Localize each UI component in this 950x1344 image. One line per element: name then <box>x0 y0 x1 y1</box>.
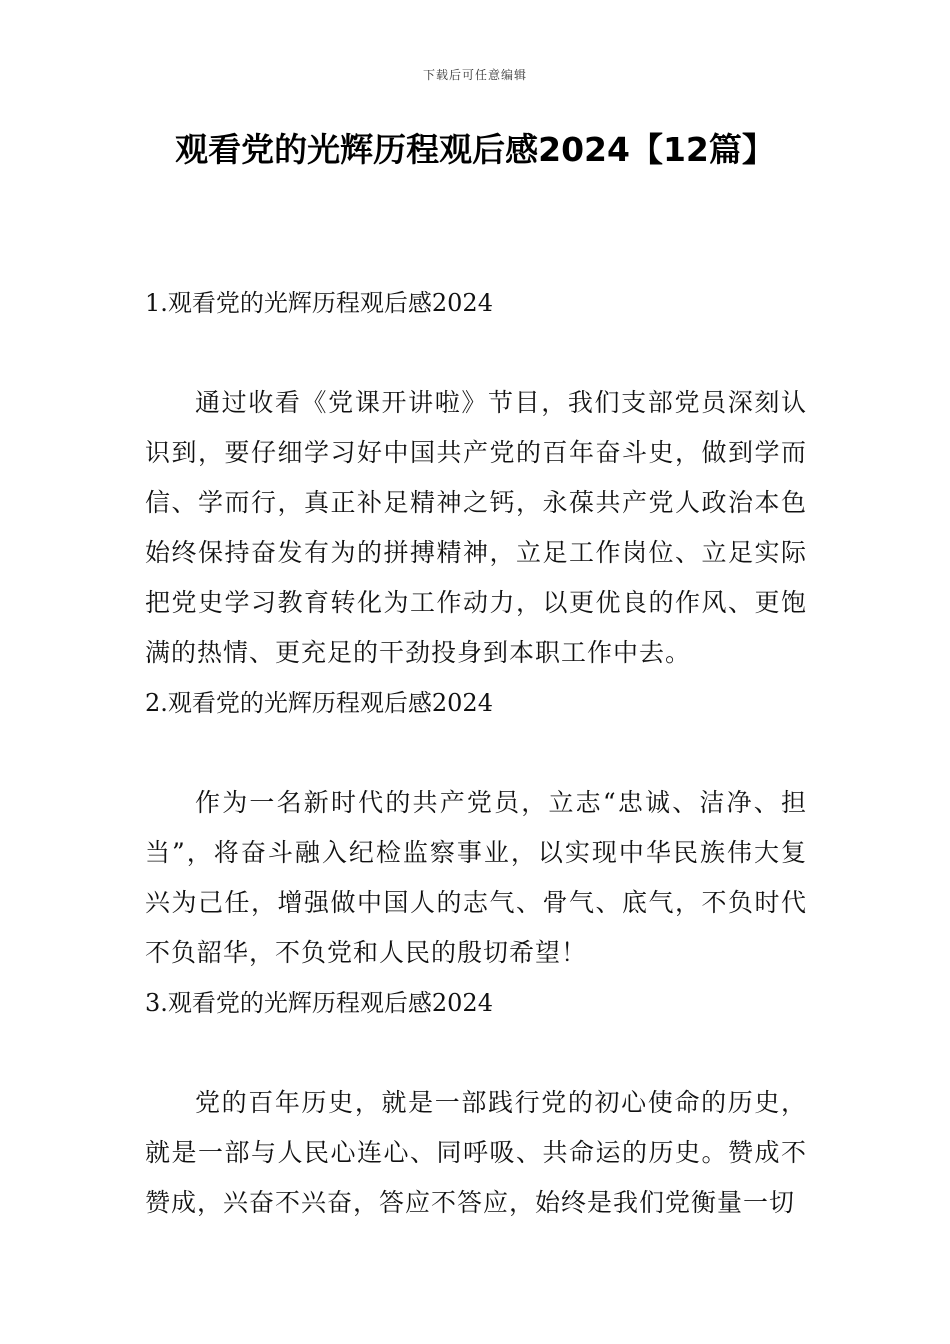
spacer <box>145 728 807 778</box>
section-heading: 1.观看党的光辉历程观后感2024 <box>145 289 493 317</box>
document-body <box>145 278 807 1228</box>
section-3 <box>145 978 807 1228</box>
header-note: 下载后可任意编辑 <box>422 68 527 82</box>
section-heading: 3.观看党的光辉历程观后感2024 <box>145 989 493 1017</box>
spacer <box>145 328 807 378</box>
section-paragraph: 作为一名新时代的共产党员，立志“忠诚、洁净、担当”，将奋斗融入纪检监察事业，以实现中华民族伟大复兴为己任，增强做中国人的志气、骨气、底气，不负时代不负韶华，不负党和人民的殷切希望！ <box>145 788 807 967</box>
section-1 <box>145 278 807 678</box>
spacer <box>145 1028 807 1078</box>
section-paragraph: 通过收看《党课开讲啦》节目，我们支部党员深刻认识到，要仔细学习好中国共产党的百年奋斗史，做到学而信、学而行，真正补足精神之钙，永葆共产党人政治本色始终保持奋发有为的拼搏精神，立足工作岗位、立足实际把党史学习教育转化为工作动力，以更优良的作风、更饱满的热情、更充足的干劲投身到本职工作中去。 <box>145 388 807 667</box>
section-heading: 2.观看党的光辉历程观后感2024 <box>145 689 493 717</box>
document-title: 观看党的光辉历程观后感2024【12篇】 <box>175 130 775 169</box>
section-2 <box>145 678 807 978</box>
section-paragraph: 党的百年历史，就是一部践行党的初心使命的历史，就是一部与人民心连心、同呼吸、共命运的历史。赞成不赞成，兴奋不兴奋，答应不答应，始终是我们党衡量一切 <box>145 1088 807 1217</box>
